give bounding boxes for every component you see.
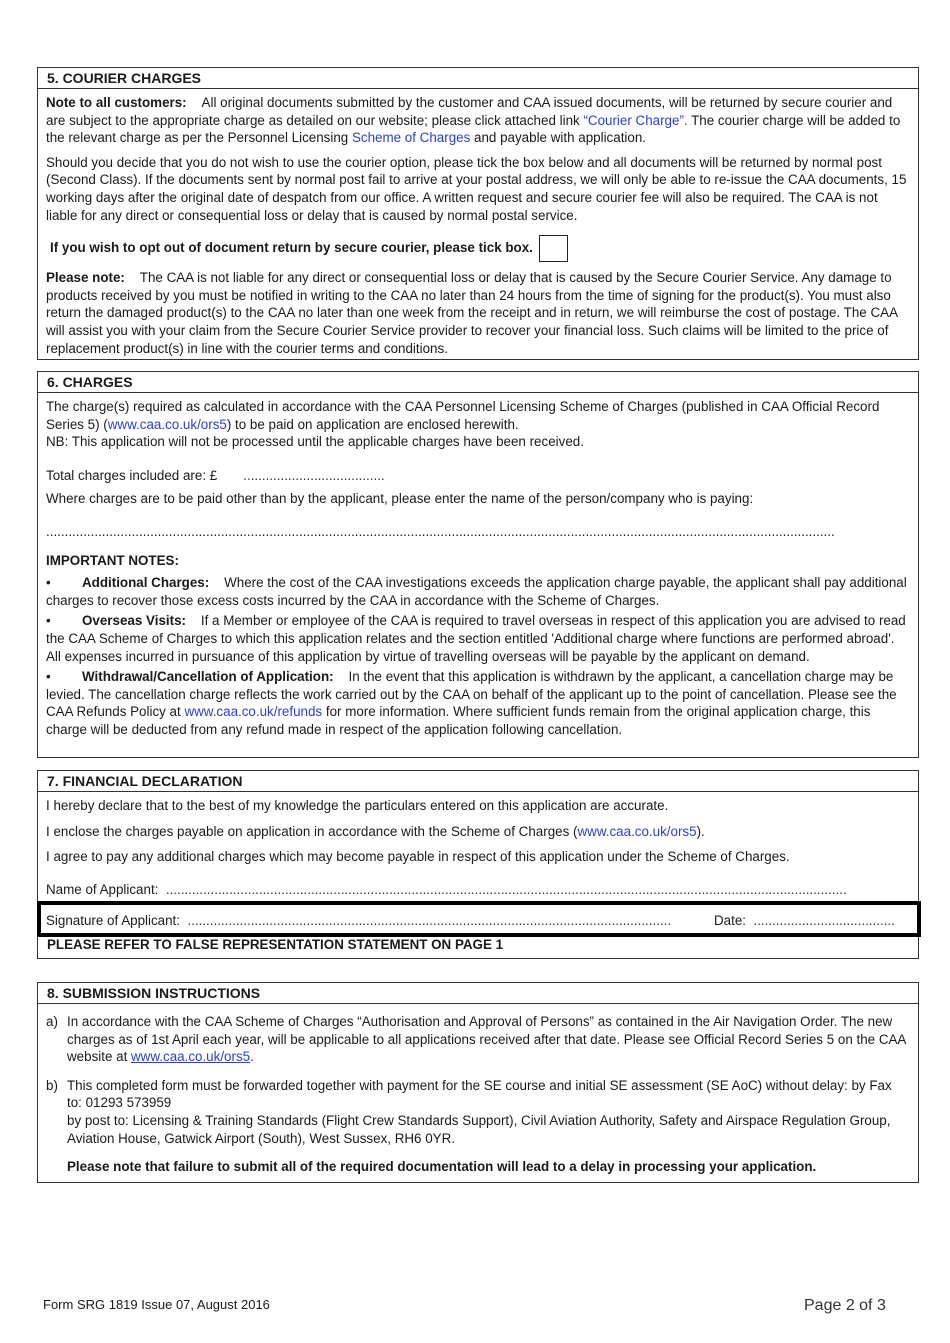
post-line: by post to: Licensing & Training Standards (Flight Crew Standards Support), Civil Aviation Authority, Safety and Airspace Regulation Group, Aviation House, Gatwick Airport (South), West Sussex, RH6 0YR. — [67, 1112, 891, 1146]
declaration-text: ). — [696, 823, 705, 839]
declaration-enclose — [46, 823, 910, 841]
applicant-name-row — [46, 881, 910, 899]
please-note-text: The CAA is not liable for any direct or consequential loss or delay that is caused by the Secure Courier Service. Any damage to products received by you must be notified in writing to the CAA no later than 24 hours from the time of signing for the product(s). You must also return the damaged product(s) to the CAA no later than one week from the receipt and in return, we will reimburse the cost of postage. The CAA will assist you with your claim from the Secure Courier Service provider to recover your financial loss. Such claims will be limited to the price of replacement product(s) in line with the courier terms and conditions. — [46, 270, 898, 356]
scheme-of-charges-link[interactable]: Scheme of Charges — [351, 130, 471, 146]
applicant-name-label: Name of Applicant: — [46, 881, 159, 897]
bullet: • — [46, 575, 51, 591]
submission-warning: Please note that failure to submit all of the required documentation will lead to a delay in processing your application. — [67, 1159, 817, 1175]
bullet: • — [46, 613, 51, 629]
optout-row — [46, 233, 910, 263]
instruction-b — [46, 1077, 910, 1147]
note-withdrawal — [46, 668, 910, 738]
payer-name-field[interactable]: .................................................................................................................................................................................................................... — [46, 523, 835, 539]
section-submission-instructions — [37, 982, 919, 1183]
signature-box — [37, 901, 921, 937]
payer-label: Where charges are to be paid other than by the applicant, please enter the name of the person/company who is paying: — [46, 491, 754, 507]
note-label: Note to all customers: — [46, 95, 187, 110]
total-charges-row — [46, 467, 910, 485]
nb-note: NB: This application will not be processed until the applicable charges have been received. — [46, 434, 584, 450]
page-number: Page 2 of 3 — [804, 1297, 886, 1314]
section-heading: 6. CHARGES — [38, 372, 918, 393]
charges-text: The charge(s) required as calculated in accordance with the CAA Personnel Licensing Scheme of Charges (published in CAA Official Record Series 5) ( — [46, 399, 880, 432]
note-label: Overseas Visits: — [82, 613, 186, 629]
normal-post-paragraph: Should you decide that you do not wish to use the courier option, please tick the box below and all documents will be returned by normal post (Second Class). If the documents sent by normal post fail to arrive at your postal address, we will only be able to re-issue the CAA documents, 15 working days after the original date of despatch from our office. A written request and secure courier fee will also be required. The CAA is not liable for any direct or consequential loss or delay that is caused by normal postal service. — [46, 154, 907, 223]
total-charges-label: Total charges included are: £ — [46, 467, 218, 483]
section-financial-declaration — [37, 770, 919, 959]
item-label: a) — [46, 1014, 58, 1029]
item-text-part: . — [250, 1049, 254, 1065]
please-note — [46, 269, 910, 357]
signature-label: Signature of Applicant: — [46, 913, 180, 928]
item-label: b) — [46, 1077, 58, 1093]
form-identifier: Form SRG 1819 Issue 07, August 2016 — [43, 1297, 270, 1312]
note-text: Where the cost of the CAA investigations exceeds the application charge payable, the applicant shall pay additional charges to recover those excess costs incurred by the CAA in accordance with the Scheme of Charges. — [46, 575, 907, 608]
note-label: Additional Charges: — [82, 575, 210, 591]
courier-note — [46, 94, 910, 147]
declaration-text: I enclose the charges payable on application in accordance with the Scheme of Charges ( — [46, 823, 578, 839]
note-overseas-visits — [46, 612, 910, 665]
optout-checkbox[interactable] — [539, 235, 568, 262]
total-charges-field[interactable]: ...................................... — [243, 467, 385, 483]
item-text — [67, 1013, 910, 1066]
note-additional-charges — [46, 574, 910, 609]
section-heading: 8. SUBMISSION INSTRUCTIONS — [38, 983, 918, 1004]
optout-label: If you wish to opt out of document return by secure courier, please tick box. — [50, 240, 533, 256]
note-text: If a Member or employee of the CAA is required to travel overseas in respect of this application you are advised to read the CAA Scheme of Charges to which this application relates and the section entitled 'Additional charge where functions are performed abroad'. All expenses incurred in pursuance of this application by virtue of travelling overseas will be payable by the applicant on demand. — [46, 613, 906, 664]
note-text: for more information. Where sufficient funds remain from the original application charge, this charge will be deducted from any refund made in respect of the application following cancellation. — [46, 704, 871, 737]
important-notes-heading: IMPORTANT NOTES: — [46, 552, 179, 568]
please-note-label: Please note: — [46, 270, 125, 286]
courier-charge-link[interactable]: “Courier Charge”. — [583, 112, 688, 128]
note-text: All original documents submitted by the customer and CAA issued documents, will be returned by secure courier and are subject to the appropriate charge as detailed on our website; please click attached link — [46, 95, 893, 128]
date-label: Date: — [714, 913, 747, 928]
date-row — [714, 913, 895, 928]
instruction-a — [46, 1013, 910, 1066]
ors5-link[interactable]: www.caa.co.uk/ors5 — [577, 823, 697, 839]
note-text: The courier charge will be added to the relevant charge as per the Personnel Licensing — [46, 112, 901, 146]
declaration-accurate: I hereby declare that to the best of my knowledge the particulars entered on this application are accurate. — [46, 798, 669, 813]
signature-field[interactable]: .................................................................................................................................. — [187, 913, 672, 928]
declaration-agree: I agree to pay any additional charges which may become payable in respect of this application under the Scheme of Charges. — [46, 849, 790, 865]
bullet: • — [46, 669, 51, 685]
note-label: Withdrawal/Cancellation of Application: — [82, 669, 334, 685]
date-field[interactable]: ...................................... — [753, 913, 895, 928]
ors5-link[interactable]: www.caa.co.uk/ors5 — [131, 1049, 251, 1065]
refunds-link[interactable]: www.caa.co.uk/refunds — [184, 704, 323, 720]
item-text — [67, 1077, 910, 1147]
charges-text: ) to be paid on application are enclosed herewith. — [226, 416, 519, 432]
section-charges — [37, 371, 919, 758]
note-text: In the event that this application is withdrawn by the applicant, a cancellation charge may be levied. The cancellation charge reflects the work carried out by the CAA on behalf of the applicant up to the point of cancellation. Please see the CAA Refunds Policy at — [46, 669, 897, 720]
applicant-name-field[interactable]: ....................................................................................................................................................................................... — [165, 881, 847, 897]
ors5-link[interactable]: www.caa.co.uk/ors5 — [107, 416, 227, 432]
false-representation-notice: PLEASE REFER TO FALSE REPRESENTATION STATEMENT ON PAGE 1 — [47, 937, 504, 952]
section-courier-charges — [37, 67, 919, 360]
charges-paragraph — [46, 398, 910, 433]
note-text: and payable with application. — [470, 130, 646, 146]
signature-row — [46, 913, 671, 928]
section-heading: 5. COURIER CHARGES — [38, 68, 918, 89]
item-text-part: In accordance with the CAA Scheme of Charges “Authorisation and Approval of Persons” as contained in the Air Navigation Order. The new charges as of 1st April each year, will be applicable to all applications received after that date. Please see Official Record Series 5 on the CAA website at — [67, 1014, 906, 1065]
fax-line: This completed form must be forwarded together with payment for the SE course and initial SE assessment (SE AoC) without delay: by Fax to: 01293 573959 — [67, 1077, 892, 1111]
section-heading: 7. FINANCIAL DECLARATION — [38, 771, 918, 792]
